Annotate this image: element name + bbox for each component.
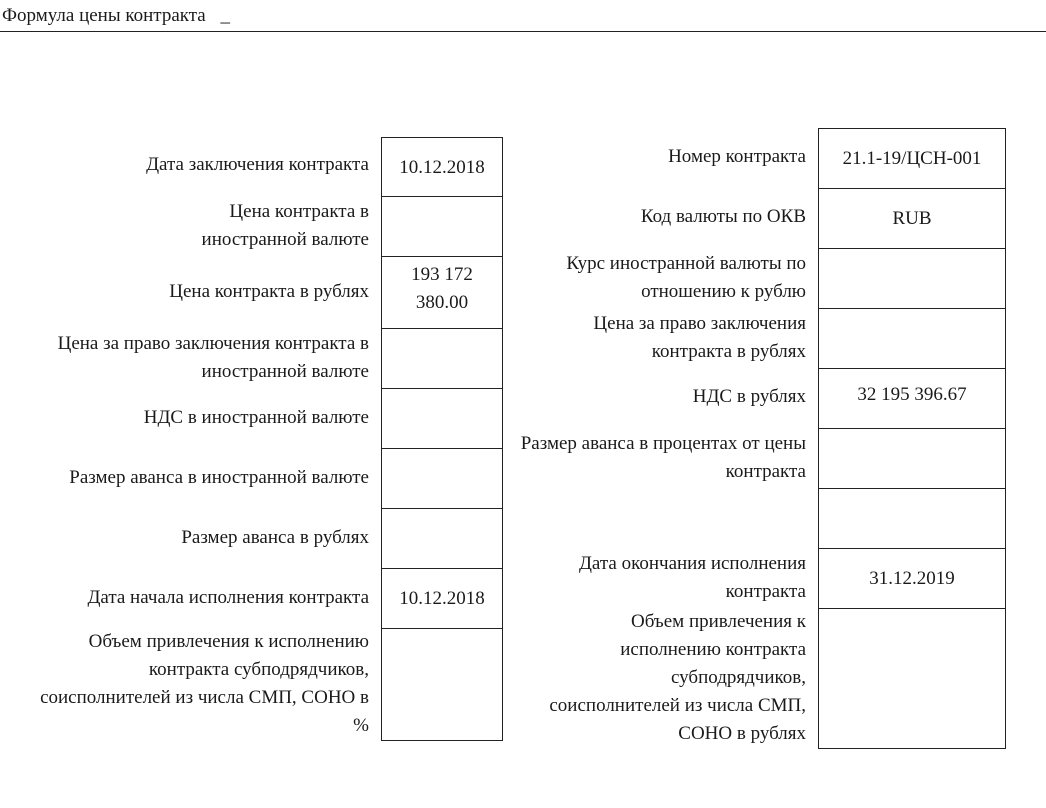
title-underline (0, 31, 1046, 32)
field-label: Дата заключения контракта (146, 154, 369, 175)
right-price-foreign-field[interactable] (381, 328, 503, 389)
field-label: Курс иностранной валюты по отношению к рублю (566, 253, 806, 302)
exchange-rate-field[interactable] (818, 248, 1006, 309)
start-date-field[interactable]: 10.12.2018 (381, 568, 503, 629)
price-rubles-value: 193 172 380.00 (411, 264, 473, 313)
subcontractor-percent-field[interactable] (381, 628, 503, 741)
contract-number-field[interactable]: 21.1-19/ЦСН-001 (818, 128, 1006, 189)
end-date-field[interactable]: 31.12.2019 (818, 548, 1006, 609)
vat-foreign-field[interactable] (381, 388, 503, 449)
field-label: НДС в рублях (692, 386, 806, 407)
blank-field[interactable] (818, 488, 1006, 549)
field-label: Цена контракта в иностранной валюте (201, 201, 369, 250)
field-label: Дата начала исполнения контракта (87, 587, 369, 608)
field-label: Цена за право заключения контракта в рублях (593, 313, 806, 362)
subcontractor-rubles-field[interactable] (818, 608, 1006, 749)
field-label: Код валюты по ОКВ (640, 206, 806, 227)
field-label: Размер аванса в иностранной валюте (69, 467, 369, 488)
vat-rubles-value: 32 195 396.67 (857, 384, 967, 405)
advance-rubles-field[interactable] (381, 508, 503, 569)
field-label: Цена контракта в рублях (169, 281, 369, 302)
field-label: Номер контракта (668, 146, 806, 167)
field-label: Дата окончания исполнения контракта (578, 553, 806, 602)
title-suffix: _ (220, 5, 230, 26)
field-label: Размер аванса в рублях (181, 527, 369, 548)
price-rubles-field[interactable] (381, 256, 503, 329)
price-foreign-currency-field[interactable] (381, 196, 503, 257)
right-price-rubles-field[interactable] (818, 308, 1006, 369)
contract-date-field[interactable]: 10.12.2018 (381, 137, 503, 198)
title-text: Формула цены контракта (2, 5, 206, 26)
field-label: Цена за право заключения контракта в иностранной валюте (57, 333, 369, 382)
field-label: Размер аванса в процентах от цены контракта (520, 433, 806, 482)
advance-percent-field[interactable] (818, 428, 1006, 489)
vat-rubles-field[interactable] (818, 368, 1006, 429)
field-label: Объем привлечения к исполнению контракта субподрядчиков, соисполнителей из числа СМП, СОНО в рублях (549, 611, 806, 744)
page-title (2, 4, 230, 28)
field-label: Объем привлечения к исполнению контракта субподрядчиков, соисполнителей из числа СМП, СОНО в % (40, 631, 369, 736)
currency-code-field[interactable]: RUB (818, 188, 1006, 249)
field-label: НДС в иностранной валюте (143, 407, 369, 428)
advance-foreign-field[interactable] (381, 448, 503, 509)
